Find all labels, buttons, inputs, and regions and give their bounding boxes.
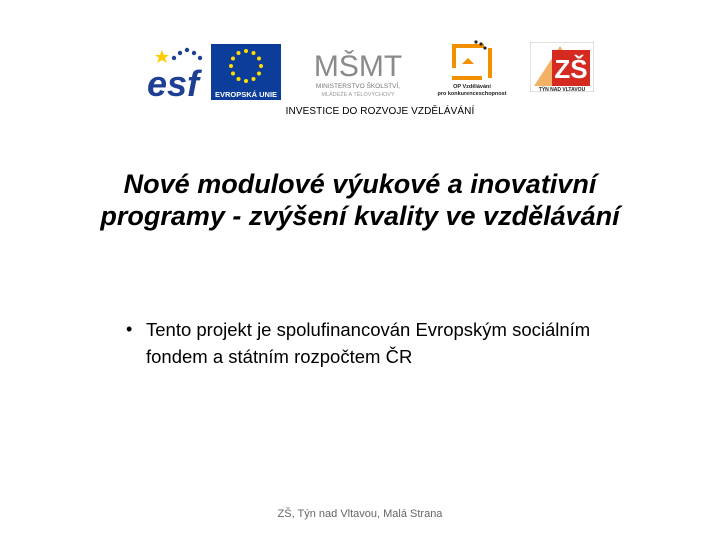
msmt-logo (298, 40, 418, 100)
school-caption: TÝN NAD VLTAVOU (538, 87, 586, 92)
eu-flag-logo (211, 44, 281, 100)
op-vk-caption-2: pro konkurenceschopnost (437, 91, 507, 97)
op-vk-caption-1: OP Vzdělávání (453, 84, 491, 90)
investice-label: INVESTICE DO ROZVOJE VZDĚLÁVÁNÍ (285, 106, 475, 117)
bullet-text: Tento projekt je spolufinancován Evropským sociálním fondem a státním rozpočtem ČR (146, 319, 591, 367)
esf-logo (146, 44, 210, 100)
bullet-list (126, 316, 626, 370)
op-vk-logo (432, 38, 512, 98)
slide-title: Nové modulové výukové a inovativní programy - zvýšení kvality ve vzdělávání (100, 169, 620, 231)
school-logo (530, 42, 594, 92)
school-mark: ZŠ (554, 54, 588, 84)
msmt-caption-1: MINISTERSTVO ŠKOLSTVÍ, (315, 83, 401, 90)
logo-strip (0, 0, 720, 110)
slide-footer: ZŠ, Týn nad Vltavou, Malá Strana (277, 508, 443, 520)
eu-flag-caption: EVROPSKÁ UNIE (214, 90, 278, 99)
msmt-caption-2: MLÁDEŽE A TĚLOVÝCHOVY (321, 92, 395, 98)
bullet-marker: • (126, 319, 133, 339)
msmt-mark: MŠMT (313, 50, 403, 83)
esf-logo-text: esf (147, 63, 200, 100)
bullet-item (126, 316, 626, 370)
